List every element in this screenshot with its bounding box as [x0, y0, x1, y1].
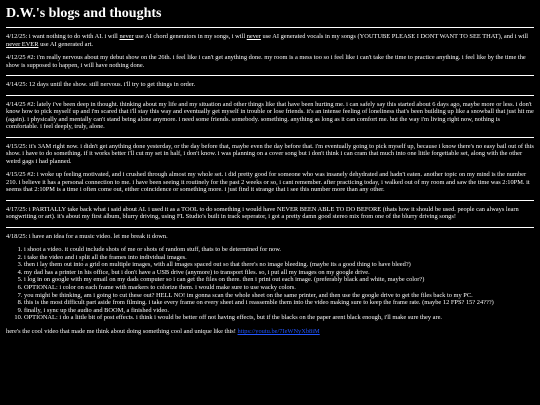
- post-text: use AI chord generators in my songs, i will: [133, 33, 247, 40]
- blog-post-0417: 4/17/25: i PARTIALLY take back what i said about AI. i used it as a TOOL to do something i would have NEVER BEEN ABLE TO DO BEFORE (thats how it should be used. people can always learn songwriting or art). it's about my first album, blurry driving, using FL Studio's built in track seperator, i got a pretty damn good stereo mix from one of the blurry driving songs!: [6, 205, 519, 220]
- blog-post-0414: 4/14/25: 12 days until the show. still nervous. i'll try to get things in order.: [6, 81, 196, 88]
- list-item: 7. you might be thinking, am i going to cut these out? HELL NO! im gonna scan the whole sheet on the same printer, and then use the google drive to get the files back to my PC.: [24, 292, 534, 300]
- post-text: use AI generated art.: [38, 40, 93, 48]
- divider: [6, 227, 534, 228]
- list-item: 10. OPTIONAL: i do a little bit of post effects. i think i would be better off not having effects, but if the blacks on the paper arent black enough, i'll make sure they are.: [24, 314, 534, 322]
- divider: [6, 27, 534, 28]
- list-item: 5. i log in on google with my email on my dads computer so i can get the files on there. then i print out each image. (preferably black and white, maybe color?): [24, 276, 534, 284]
- blog-post-0415: 4/15/25: it's 3AM right now. i didn't get anything done yesterday, or the day before that, maybe even the day before that. i'm eventually going to pick myself up, because i know there's no easy bail out of this show. i have to do something. if it works better i'll cut my set in half, i don't know. i was planning on a cover song but i don't think i can cram that much into one little forgettable set, along with the other weird gags i had planned.: [6, 142, 534, 165]
- music-video-steps: [6, 246, 534, 322]
- post-text: 4/12/25: i want nothing to do with AI. i will: [6, 33, 120, 40]
- blog-post-0412-2: 4/12/25 #2: i'm really nervous about my debut show on the 26th. i feel like i can't get anything done. my room is a mess too so i feel like i can't take the time to practice anything. i feel like by the time the show is supposed to happen, i will have nothing done.: [6, 54, 526, 69]
- blog-post-0412: [6, 33, 534, 48]
- blog-post-0418-outro: [6, 328, 534, 336]
- list-item: 2. i take the video and i split all the frames into individual images.: [24, 254, 534, 262]
- divider: [6, 137, 534, 138]
- emphasis-never: never: [119, 33, 134, 40]
- divider: [6, 75, 534, 76]
- page-title: D.W.'s blogs and thoughts: [6, 6, 162, 21]
- blog-post-0415-2: 4/15/25 #2: i woke up feeling motivated, and i crushed through almost my whole set. i did pretty good for someone who was insanely dehydrated and hadn't eaten. another topic on my mind is the number 210. i believe it has a personal connection to me. i have been seeing it routinely for the past 2 weeks or so, i cant remember. after practicing today, i walked out of my room and saw the time was 2:10PM. it seems that 2:10PM is a time i often come out, either coincidence or something more. i just find it strange that i see this number more than any other.: [6, 171, 530, 193]
- list-item: 4. my dad has a printer in his office, but i don't have a USB drive (anymore) to transport files. so, i put all my images on my google drive.: [24, 269, 534, 277]
- list-item: 1. i shoot a video. it could include shots of me or shots of random stuff, thats to be determined for now.: [24, 246, 534, 254]
- youtube-link[interactable]: https://youtu.be/7IeWNyXb8iM: [237, 327, 320, 335]
- emphasis-never: never: [246, 33, 261, 40]
- post-text: here's the cool video that made me think about doing something cool and unique like this!: [6, 327, 238, 335]
- list-item: 9. finally, i sync up the audio and BOOM, a finished video.: [24, 307, 534, 315]
- divider: [6, 95, 534, 96]
- post-text: use AI generated vocals in my songs (YOUTUBE PLEASE I DONT WANT TO SEE THAT), and i will: [260, 33, 529, 40]
- emphasis-never-ever: never EVER: [6, 40, 39, 48]
- divider: [6, 200, 534, 201]
- blog-post-0414-2: 4/14/25 #2: lately i've been deep in thought. thinking about my life and my situation and other things like that have been hurting me. i can safely say this started about 6 days ago, maybe more or less. i don't know how to pick myself up and i'm scared that i'll stay this way and eventually get myself in trouble or lose friends. it's an intense feeling of loneliness that's been building up like a snowball that just hit me (again). i physically and mentally can't stand being alone anymore. i need some friends. somebody. something. anything as long as it can comfort me. but the way i'm living right now, nothing is comfortable. i feel deeply, truly, alone.: [6, 100, 534, 130]
- list-item: 3. then i lay them out into a grid on multiple images, with all images spaced out so that there's no image bleeding. (maybe its a good thing to have bleed?): [24, 261, 534, 269]
- list-item: 8. this is the most difficult part aside from filming. i take every frame on every sheet and i reassemble them into the video making sure to keep the frame rate. (maybe 12 FPS? 15? 24???): [24, 299, 534, 307]
- list-item: 6. OPTIONAL: i color on each frame with markers to colorize them. i would make sure to use wacky colors.: [24, 284, 534, 292]
- blog-post-0418-intro: 4/18/25: i have an idea for a music video. let me break it down.: [6, 232, 168, 240]
